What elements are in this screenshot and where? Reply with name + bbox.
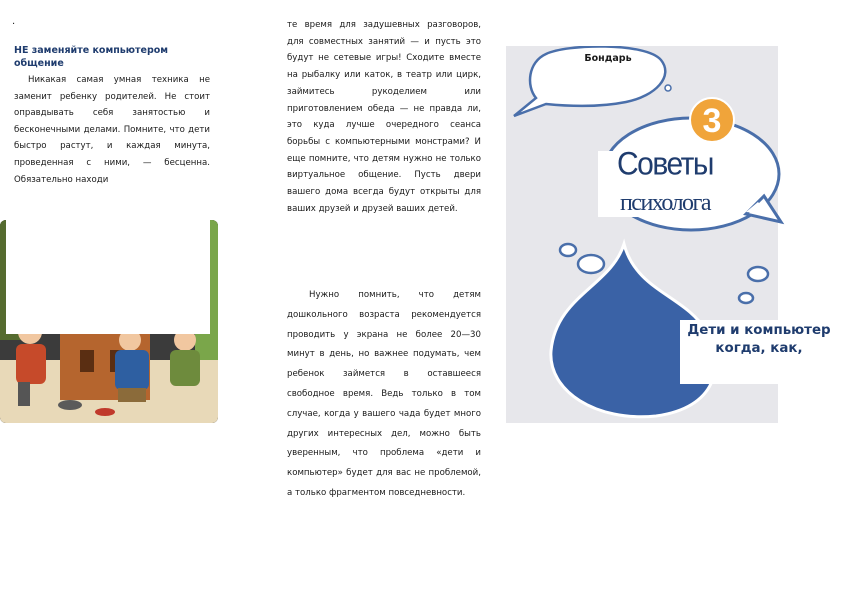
bubble-small-3 <box>578 255 604 273</box>
bubble-small-1 <box>665 85 671 91</box>
bubble-small-2 <box>560 244 576 256</box>
author-name: Бондарь <box>584 53 632 64</box>
bubble-small-5 <box>739 293 753 303</box>
cover-subtitle: Дети и компьютер когда, как, <box>687 323 831 356</box>
section-heading: НЕ заменяйте компьютером общение <box>14 45 169 69</box>
children-illustration <box>0 220 218 423</box>
cover-title-line2: психолога <box>619 190 711 216</box>
bubble-small-4 <box>748 267 768 281</box>
body-paragraph-1: Никакая самая умная техника не заменит ребенку родителей. Не стоит оправдывать себя занятостью и бесконечными делами. Помните, что дети быстро растут, и каждая минута, проведенная с ними, — бесценна. Обязательно находи <box>14 75 210 185</box>
cover-title-line1: Советы <box>617 146 713 183</box>
number-badge-text: 3 <box>702 102 722 140</box>
body-paragraph-3: Нужно помнить, что детям дошкольного возраста рекомендуется проводить у экрана не более 20—30 минут в день, но важнее подумать, чем ребенок займется в оставшееся свободное время. Ведь только в том случае, когда у вашего чада будет много других интересных дел, можно быть уверенным, что проблема «дети и компьютер» будет для вас не проблемой, а только фрагментом повседневности. <box>287 290 481 498</box>
leading-dot: . <box>12 16 16 27</box>
body-paragraph-2: те время для задушевных разговоров, для совместных занятий — и пусть это будут не сетевые игры! Сходите вместе на рыбалку или каток, в театр или цирк, займитесь рукоделием или приготовлением обеда — не правда ли, это куда лучше очередного сеанса борьбы с компьютерными монстрами? И еще помните, что детям нужно не только виртуальное общение. Пусть двери вашего дома всегда будут открыты для ваших друзей и друзей ваших детей. <box>287 20 481 214</box>
